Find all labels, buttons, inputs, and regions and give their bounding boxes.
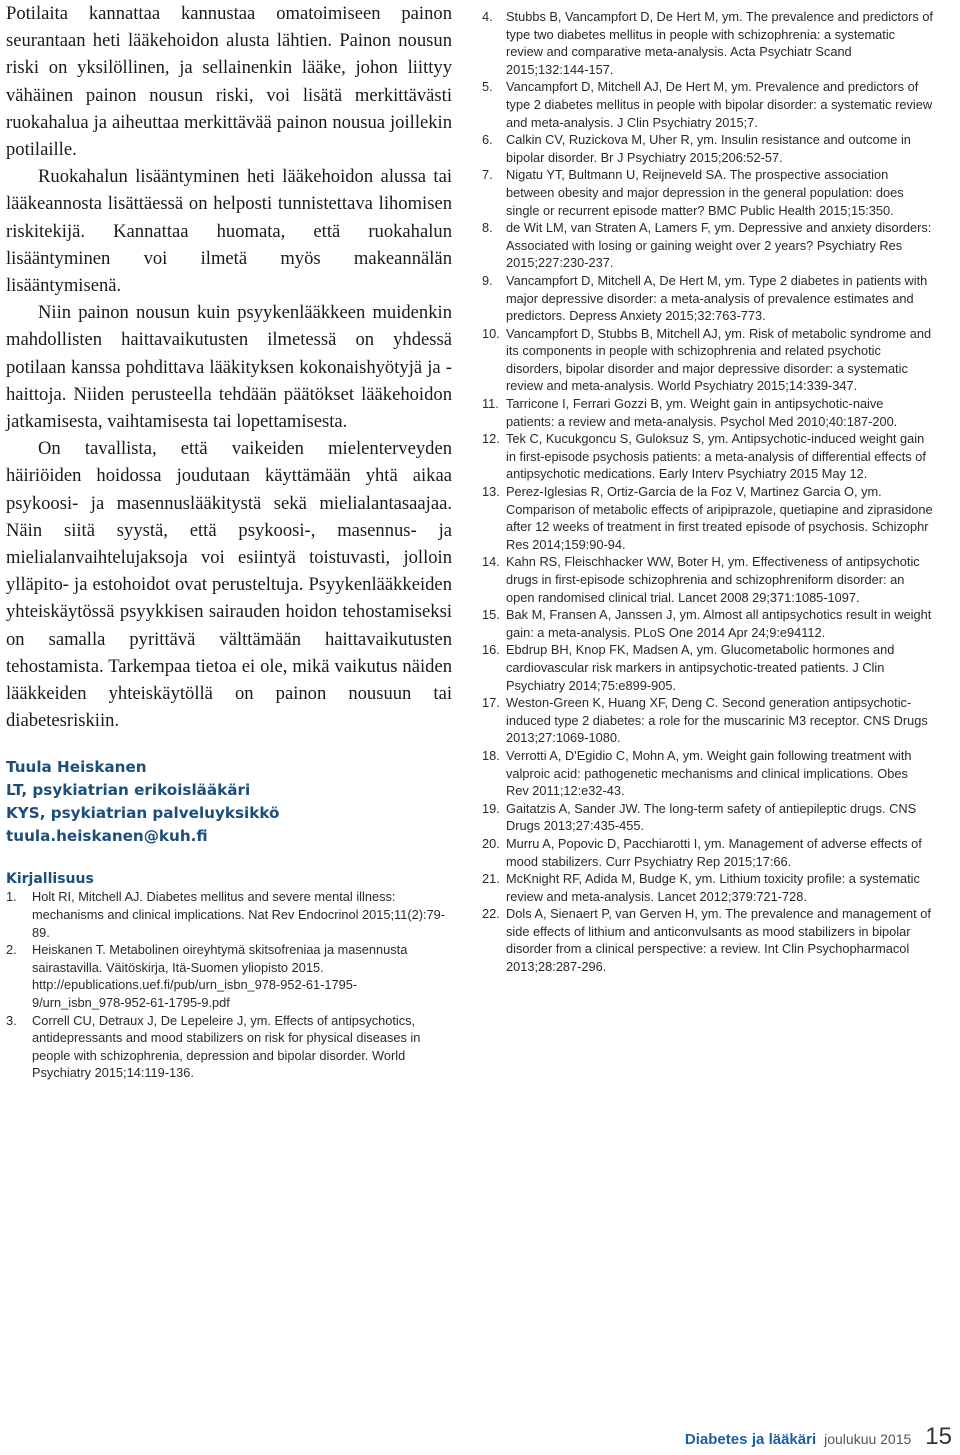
reference-number: 4. — [482, 9, 493, 24]
left-column — [6, 0, 452, 1082]
body-paragraph: Niin painon nousun kuin psyykenlääkkeen muidenkin mahdollisten haittavaikutusten ilmetessä on yhdessä potilaan kanssa pohdittava lääkityksen kokonaishyötyjä ja -haittoja. Niiden perusteella tehdään päätökset lääkehoidon jatkamisesta, vaihtamisesta tai lopettamisesta. — [6, 302, 452, 433]
author-title: LT, psykiatrian erikoislääkäri — [6, 781, 251, 800]
reference-number: 8. — [482, 220, 493, 236]
reference-item — [482, 131, 934, 166]
reference-text: Stubbs B, Vancampfort D, De Hert M, ym. The prevalence and predictors of type two diabetes mellitus in people with schizophrenia: a systematic review and comparative meta-analysis. Acta Psychiatr Scand 2015;132:144-157. — [506, 9, 933, 77]
reference-text: Nigatu YT, Bultmann U, Reijneveld SA. The prospective association between obesity and major depression in the general population: does single or recurrent episode matter? BMC Public Health 2015;15:350. — [506, 167, 904, 218]
reference-text: Tek C, Kucukgoncu S, Guloksuz S, ym. Antipsychotic-induced weight gain in first-episode psychosis patients: a meta-analysis of differential effects of antipsychotic medications. Early Interv Psychiatry 2015 May 12. — [506, 431, 926, 482]
reference-item — [482, 272, 934, 325]
reference-text: Bak M, Fransen A, Janssen J, ym. Almost all antipsychotics result in weight gain: a meta-analysis. PLoS One 2014 Apr 24;9:e94112. — [506, 607, 932, 640]
reference-item — [482, 870, 934, 905]
author-name: Tuula Heiskanen — [6, 758, 147, 777]
references-heading: Kirjallisuus — [6, 871, 94, 888]
reference-text: Murru A, Popovic D, Pacchiarotti I, ym. Management of adverse effects of mood stabilizers. Curr Psychiatry Rep 2015;17:66. — [506, 835, 922, 869]
reference-text: Kahn RS, Fleischhacker WW, Boter H, ym. Effectiveness of antipsychotic drugs in first-episode schizophrenia and schizophreniform disorder: an open randomised clinical trial. Lancet 2008 29;371:1085-1097. — [506, 554, 920, 605]
reference-item — [482, 325, 934, 395]
reference-text: Correll CU, Detraux J, De Lepeleire J, ym. Effects of antipsychotics, antidepressants and mood stabilizers on risk for physical diseases in people with schizophrenia, depression and bipolar disorder. World Psychiatry 2015;14:119-136. — [32, 1012, 421, 1081]
reference-text: Gaitatzis A, Sander JW. The long-term safety of antiepileptic drugs. CNS Drugs 2013;27:435-455. — [506, 800, 917, 834]
reference-text: Calkin CV, Ruzickova M, Uher R, ym. Insulin resistance and outcome in bipolar disorder. Br J Psychiatry 2015;206:52-57. — [506, 132, 911, 165]
reference-item — [482, 219, 934, 272]
reference-number: 16. — [482, 642, 500, 658]
reference-text: Verrotti A, D'Egidio C, Mohn A, ym. Weight gain following treatment with valproic acid: pathogenetic mechanisms and clinical implications. Obes Rev 2011;12:e32-43. — [506, 747, 912, 799]
reference-item — [482, 8, 934, 78]
reference-text: Holt RI, Mitchell AJ. Diabetes mellitus and severe mental illness: mechanisms and clinical implications. Nat Rev Endocrinol 2015;11(2):79-89. — [32, 889, 446, 940]
body-paragraph: On tavallista, että vaikeiden mielenterveyden häiriöiden hoidossa joudutaan käyttämään yhtä aikaa psykoosi- ja masennuslääkitystä sekä mielialantasaajaa. Näin siitä syystä, että psykoosi-, masennus- ja mielialanvaihtelujaksoja voi esiintyä toistuvasti, jolloin ylläpito- ja estohoidot ovat perusteltuja. Psyykenlääkkeiden yhteiskäytössä psyykkisen sairauden hoidon tehostamiseksi on samalla pyrittävä välttämään haittavaikutusten tehostamista. Tarkempaa tietoa ei ole, mikä vaikutus näiden lääkkeiden yhteiskäytöllä on painon nousuun tai diabetesriskiin. — [6, 438, 452, 732]
reference-number: 17. — [482, 695, 500, 711]
author-email[interactable]: tuula.heiskanen@kuh.fi — [6, 827, 208, 846]
reference-item — [482, 835, 934, 870]
reference-item — [482, 78, 934, 131]
issue-date: joulukuu 2015 — [824, 1431, 912, 1447]
reference-item — [482, 483, 934, 553]
reference-number: 10. — [482, 325, 500, 341]
reference-item — [482, 641, 934, 694]
reference-text: Dols A, Sienaert P, van Gerven H, ym. The prevalence and management of side effects of lithium and anticonvulsants as mood stabilizers in bipolar disorder from a clinical perspective: a review. Int Clin Psychopharmacol 2013;28:287-296. — [506, 906, 931, 975]
page-number: 15 — [925, 1423, 952, 1450]
reference-number: 12. — [482, 431, 500, 447]
reference-number: 7. — [482, 167, 493, 183]
reference-item — [482, 166, 934, 219]
author-affiliation: KYS, psykiatrian palveluyksikkö — [6, 804, 280, 823]
reference-number: 9. — [482, 272, 493, 288]
reference-text: Vancampfort D, Mitchell A, De Hert M, ym. Type 2 diabetes in patients with major depressive disorder: a meta-analysis of prevalence estimates and predictors. Depress Anxiety 2015;32:763-773. — [506, 272, 928, 324]
reference-number: 15. — [482, 607, 500, 623]
reference-number: 18. — [482, 747, 500, 763]
reference-number: 19. — [482, 800, 500, 816]
reference-item — [482, 747, 934, 800]
reference-number: 22. — [482, 906, 500, 922]
reference-item — [482, 553, 934, 606]
reference-text: de Wit LM, van Straten A, Lamers F, ym. Depressive and anxiety disorders: Associated with losing or gaining weight over 2 years? Psychiatry Res 2015;227:230-237. — [506, 220, 932, 271]
reference-item — [482, 694, 934, 747]
reference-text: Heiskanen T. Metabolinen oireyhtymä skitsofreniaa ja masennusta sairastavilla. Väitöskirja, Itä-Suomen yliopisto 2015. http://epublications.uef.fi/pub/urn_isbn_978-952-61-1795-9/urn_isbn_978-952-61-1795-9.pdf — [32, 942, 408, 1011]
reference-number: 21. — [482, 871, 500, 887]
reference-number: 2. — [6, 942, 17, 958]
reference-number: 20. — [482, 835, 500, 851]
reference-text: Vancampfort D, Stubbs B, Mitchell AJ, ym. Risk of metabolic syndrome and its components in people with schizophrenia and related psychotic disorders, bipolar disorder and major depressive disorder: a systematic review and meta-analysis. World Psychiatry 2015;14:339-347. — [506, 325, 932, 394]
reference-number: 13. — [482, 484, 500, 500]
right-column — [482, 8, 934, 976]
reference-number: 14. — [482, 554, 500, 570]
reference-item — [482, 606, 934, 641]
reference-number: 3. — [6, 1012, 17, 1028]
reference-item — [6, 941, 446, 1011]
reference-text: Tarricone I, Ferrari Gozzi B, ym. Weight gain in antipsychotic-naive patients: a review and meta-analysis. Psychol Med 2010;40:187-200. — [506, 396, 898, 429]
journal-name — [685, 1431, 816, 1449]
reference-number: 5. — [482, 79, 493, 95]
reference-number: 6. — [482, 132, 493, 148]
reference-text: Ebdrup BH, Knop FK, Madsen A, ym. Glucometabolic hormones and cardiovascular risk markers in antipsychotic-treated patients. J Clin Psychiatry 2014;75:e899-905. — [506, 642, 895, 693]
reference-text: Perez-Iglesias R, Ortiz-Garcia de la Foz V, Martinez Garcia O, ym. Comparison of metabolic effects of aripiprazole, quetiapine and ziprasidone after 12 weeks of treatment in first treated episode of psychosis. Schizophr Res 2014;159:90-94. — [506, 484, 933, 552]
reference-text: Weston-Green K, Huang XF, Deng C. Second generation antipsychotic-induced type 2 diabetes: a role for the muscarinic M3 receptor. CNS Drugs 2013;27:1069-1080. — [506, 695, 928, 746]
body-paragraph: Ruokahalun lisääntyminen heti lääkehoidon alussa tai lääkeannosta lisättäessä on helposti tunnistettava lihomisen riskitekijä. Kannattaa huomata, että ruokahalun lisääntyminen voi ilmetä myös makeannälän lisääntymisenä. — [6, 166, 452, 297]
author-block — [6, 756, 452, 848]
reference-list-left — [6, 888, 446, 1082]
body-paragraph: Potilaita kannattaa kannustaa omatoimiseen painon seurantaan heti lääkehoidon alusta lähtien. Painon nousun riski on yksilöllinen, ja sellainenkin lääke, johon liittyy vähäinen painon nousun riski, voi lisätä merkittävästi ruokahalua ja aiheuttaa merkittävää painon nousua joillekin potilaille. — [6, 3, 452, 161]
reference-item — [482, 905, 934, 975]
reference-number: 11. — [482, 396, 499, 412]
journal-name-part2: ja lääkäri — [751, 1431, 817, 1448]
reference-list-right — [482, 8, 934, 976]
journal-name-part1: Diabetes — [684, 1431, 748, 1448]
reference-item — [6, 1012, 446, 1082]
reference-item — [482, 395, 934, 430]
reference-item — [482, 430, 934, 483]
page-footer — [685, 1423, 952, 1451]
reference-item — [482, 800, 934, 835]
reference-item — [6, 888, 446, 941]
reference-number: 1. — [6, 889, 17, 905]
reference-text: Vancampfort D, Mitchell AJ, De Hert M, ym. Prevalence and predictors of type 2 diabetes mellitus in people with bipolar disorder: a systematic review and meta-analysis. J Clin Psychiatry 2015;7. — [506, 79, 933, 130]
reference-text: McKnight RF, Adida M, Budge K, ym. Lithium toxicity profile: a systematic review and meta-analysis. Lancet 2012;379:721-728. — [506, 871, 920, 904]
